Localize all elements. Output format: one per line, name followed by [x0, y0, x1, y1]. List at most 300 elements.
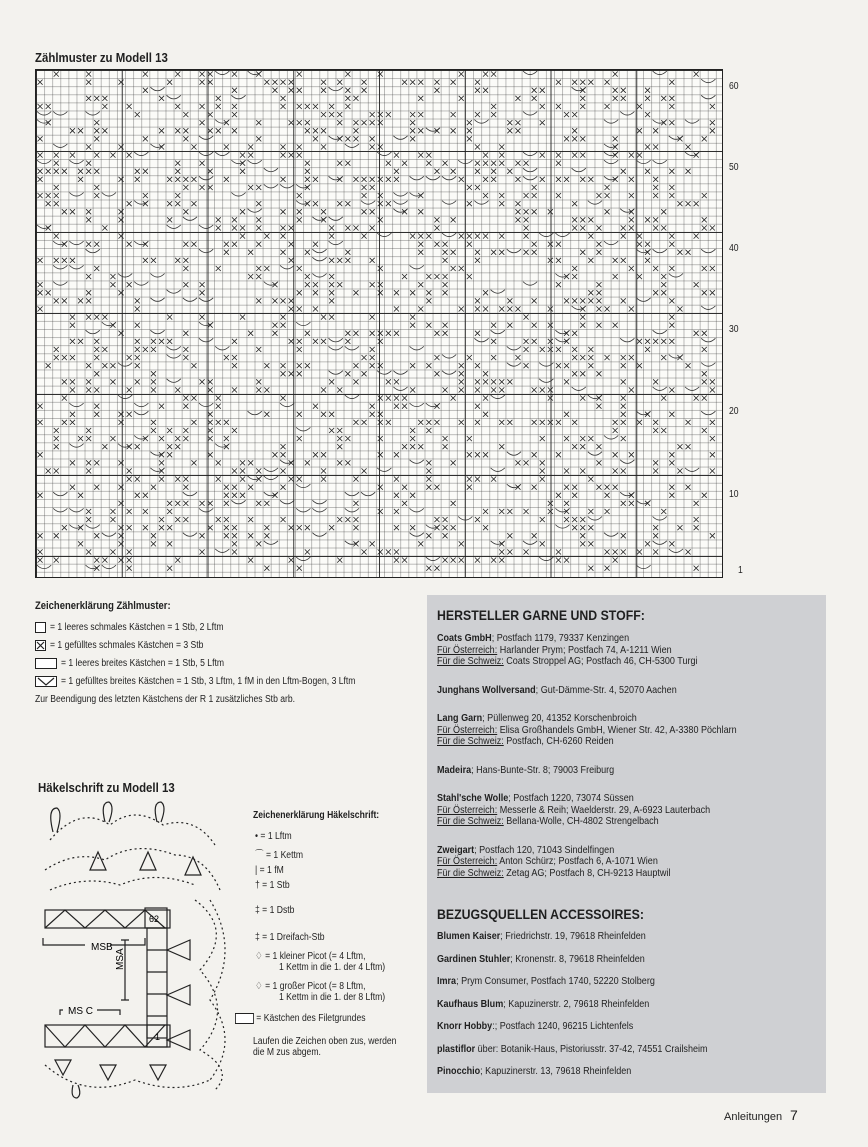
filled-cell-mark	[102, 225, 107, 230]
filled-cell-mark	[208, 169, 213, 174]
filled-cell-mark	[515, 217, 520, 222]
filled-cell-mark	[345, 339, 350, 344]
filled-cell-mark	[572, 493, 577, 498]
filled-cell-mark	[62, 258, 67, 263]
filled-cell-mark	[491, 104, 496, 109]
filled-cell-mark	[370, 225, 375, 230]
small-picot-icon: ♢	[255, 951, 263, 962]
filled-cell-mark	[507, 533, 512, 538]
wide-cell-mark	[53, 144, 67, 148]
wide-cell-mark	[491, 330, 505, 334]
wide-cell-mark	[312, 274, 326, 278]
filled-cell-mark	[183, 128, 188, 133]
filled-cell-mark	[362, 549, 367, 554]
filled-cell-mark	[669, 193, 674, 198]
filled-cell-mark	[191, 420, 196, 425]
filled-cell-mark	[443, 258, 448, 263]
filled-cell-mark	[232, 242, 237, 247]
filled-cell-mark	[451, 128, 456, 133]
filled-cell-mark	[459, 541, 464, 546]
filled-cell-mark	[337, 112, 342, 117]
filled-cell-mark	[224, 485, 229, 490]
filled-cell-mark	[232, 355, 237, 360]
wide-cell-mark	[555, 233, 569, 237]
filled-cell-mark	[119, 234, 124, 239]
filled-cell-mark	[362, 371, 367, 376]
filled-cell-mark	[78, 298, 83, 303]
filled-cell-mark	[596, 298, 601, 303]
filled-cell-mark	[475, 404, 480, 409]
filled-cell-mark	[110, 274, 115, 279]
filled-cell-mark	[54, 72, 59, 77]
filled-cell-mark	[629, 177, 634, 182]
filled-cell-mark	[86, 387, 91, 392]
filled-cell-mark	[410, 80, 415, 85]
wide-cell-mark	[393, 371, 407, 375]
wide-cell-mark	[539, 363, 553, 367]
filled-cell-mark	[216, 404, 221, 409]
filled-cell-mark	[540, 541, 545, 546]
filled-cell-mark	[78, 493, 83, 498]
filled-cell-mark	[483, 306, 488, 311]
filled-cell-mark	[337, 201, 342, 206]
wide-cell-mark	[37, 112, 51, 116]
filled-cell-mark	[175, 169, 180, 174]
filled-cell-mark	[353, 501, 358, 506]
wide-cell-mark	[442, 355, 456, 359]
filled-cell-mark	[645, 541, 650, 546]
filled-cell-mark	[78, 177, 83, 182]
filled-cell-mark	[183, 404, 188, 409]
filled-cell-mark	[645, 169, 650, 174]
filled-cell-mark	[86, 217, 91, 222]
single-crochet-icon: |	[255, 865, 258, 876]
filled-cell-mark	[702, 396, 707, 401]
filled-cell-mark	[507, 120, 512, 125]
filled-cell-mark	[353, 525, 358, 530]
filled-cell-mark	[710, 436, 715, 441]
filled-cell-mark	[127, 387, 132, 392]
filled-cell-mark	[216, 217, 221, 222]
filled-cell-mark	[370, 120, 375, 125]
filled-cell-mark	[710, 225, 715, 230]
filled-cell-mark	[62, 420, 67, 425]
filled-cell-mark	[491, 339, 496, 344]
filled-cell-mark	[443, 558, 448, 563]
filled-cell-mark	[653, 460, 658, 465]
filled-cell-mark	[143, 347, 148, 352]
filled-cell-mark	[491, 387, 496, 392]
filled-cell-mark	[499, 379, 504, 384]
filled-cell-mark	[46, 290, 51, 295]
filled-cell-mark	[70, 420, 75, 425]
filled-cell-mark	[410, 428, 415, 433]
filled-cell-mark	[232, 525, 237, 530]
filled-cell-mark	[264, 387, 269, 392]
wide-cell-mark	[345, 492, 359, 496]
filled-cell-mark	[119, 485, 124, 490]
filled-cell-mark	[281, 234, 286, 239]
filled-cell-mark	[94, 404, 99, 409]
filled-cell-mark	[653, 177, 658, 182]
filled-cell-mark	[426, 363, 431, 368]
filled-cell-mark	[38, 290, 43, 295]
filled-cell-mark	[483, 290, 488, 295]
filled-cell-mark	[208, 420, 213, 425]
filled-cell-mark	[86, 315, 91, 320]
filled-cell-mark	[208, 436, 213, 441]
filled-cell-mark	[86, 509, 91, 514]
filled-cell-mark	[621, 420, 626, 425]
filled-cell-mark	[653, 185, 658, 190]
filled-cell-mark	[370, 136, 375, 141]
filled-cell-mark	[200, 549, 205, 554]
filled-cell-mark	[410, 136, 415, 141]
filled-cell-mark	[499, 250, 504, 255]
supplier-panel	[427, 595, 826, 1093]
filled-cell-mark	[475, 420, 480, 425]
wide-cell-mark	[231, 500, 245, 504]
filled-cell-mark	[596, 323, 601, 328]
wide-cell-mark	[653, 387, 667, 391]
filled-cell-mark	[524, 460, 529, 465]
filled-cell-mark	[232, 363, 237, 368]
filled-cell-mark	[200, 379, 205, 384]
filled-cell-mark	[443, 444, 448, 449]
wide-cell-mark	[167, 95, 181, 99]
filled-cell-mark	[305, 169, 310, 174]
filled-cell-mark	[572, 485, 577, 490]
wide-cell-mark	[701, 363, 715, 367]
filled-cell-mark	[86, 436, 91, 441]
filled-cell-mark	[175, 387, 180, 392]
filled-cell-mark	[507, 298, 512, 303]
filled-cell-mark	[588, 477, 593, 482]
filled-cell-mark	[62, 379, 67, 384]
filled-cell-mark	[434, 225, 439, 230]
filled-cell-mark	[248, 533, 253, 538]
filled-cell-mark	[378, 193, 383, 198]
filled-cell-mark	[572, 525, 577, 530]
wide-cell-mark	[345, 395, 359, 399]
filled-cell-mark	[572, 347, 577, 352]
filled-cell-mark	[694, 282, 699, 287]
filled-cell-mark	[135, 323, 140, 328]
filled-cell-mark	[499, 558, 504, 563]
filled-cell-mark	[596, 225, 601, 230]
filled-cell-mark	[564, 468, 569, 473]
filled-cell-mark	[621, 169, 626, 174]
filled-cell-mark	[451, 558, 456, 563]
filled-cell-mark	[507, 549, 512, 554]
filled-cell-mark	[386, 331, 391, 336]
filled-cell-mark	[321, 468, 326, 473]
filled-cell-mark	[62, 396, 67, 401]
wide-cell-mark	[604, 533, 618, 537]
filled-cell-mark	[540, 468, 545, 473]
filled-cell-mark	[345, 88, 350, 93]
filled-cell-mark	[702, 428, 707, 433]
wide-cell-mark	[86, 525, 100, 529]
filled-cell-mark	[653, 468, 658, 473]
filled-cell-mark	[38, 404, 43, 409]
filled-cell-mark	[232, 485, 237, 490]
filled-cell-mark	[54, 468, 59, 473]
filled-cell-mark	[661, 428, 666, 433]
filled-cell-mark	[702, 217, 707, 222]
yarn-supplier-entry: Lang Garn; Püllenweg 20, 41352 Korschenbroich Für Österreich: Elisa Großhandels GmbH, Wiener Str. 42, A-3380 Pöchlarn Für die Schweiz: Postfach, CH-6260 Reiden	[437, 712, 737, 747]
filled-cell-mark	[46, 201, 51, 206]
filled-cell-mark	[475, 258, 480, 263]
filled-cell-mark	[605, 509, 610, 514]
filled-cell-mark	[507, 128, 512, 133]
filled-cell-mark	[305, 104, 310, 109]
filled-cell-mark	[386, 161, 391, 166]
filled-cell-mark	[613, 323, 618, 328]
filled-cell-mark	[110, 509, 115, 514]
label-msa: MSA	[115, 948, 126, 970]
filled-cell-mark	[702, 290, 707, 295]
filled-cell-mark	[451, 460, 456, 465]
filled-cell-mark	[621, 379, 626, 384]
filled-cell-mark	[305, 274, 310, 279]
filled-cell-mark	[653, 549, 658, 554]
filled-cell-mark	[564, 558, 569, 563]
filled-cell-mark	[329, 525, 334, 530]
filled-cell-mark	[499, 144, 504, 149]
filled-cell-mark	[54, 185, 59, 190]
filled-cell-mark	[200, 501, 205, 506]
accessory-supplier-entry: Kaufhaus Blum; Kapuzinerstr. 2, 79618 Rheinfelden	[437, 997, 650, 1010]
filled-cell-mark	[418, 420, 423, 425]
filled-cell-mark	[572, 201, 577, 206]
filled-cell-mark	[305, 331, 310, 336]
filled-cell-mark	[151, 428, 156, 433]
wide-cell-mark	[507, 249, 521, 253]
filled-cell-mark	[362, 209, 367, 214]
wide-cell-mark	[410, 346, 424, 350]
filled-cell-mark	[451, 266, 456, 271]
filled-cell-mark	[232, 104, 237, 109]
filled-cell-mark	[313, 177, 318, 182]
filled-cell-mark	[175, 258, 180, 263]
filled-cell-mark	[127, 558, 132, 563]
filled-cell-mark	[548, 396, 553, 401]
filled-cell-mark	[224, 177, 229, 182]
wide-cell-mark	[523, 176, 537, 180]
filled-cell-mark	[305, 177, 310, 182]
filled-cell-mark	[297, 525, 302, 530]
filled-cell-mark	[548, 306, 553, 311]
wide-cell-mark	[150, 298, 164, 302]
filled-cell-mark	[329, 112, 334, 117]
filled-cell-mark	[216, 225, 221, 230]
filled-cell-mark	[321, 387, 326, 392]
filled-cell-mark	[605, 185, 610, 190]
filled-cell-mark	[54, 533, 59, 538]
filled-cell-mark	[70, 387, 75, 392]
filled-cell-mark	[256, 541, 261, 546]
filled-cell-mark	[426, 460, 431, 465]
filled-cell-mark	[418, 112, 423, 117]
filled-cell-mark	[588, 234, 593, 239]
filled-cell-mark	[491, 379, 496, 384]
accessory-supplier-entry: Imra; Prym Consumer, Postfach 1740, 52220 Stolberg	[437, 975, 655, 987]
filled-cell-mark	[410, 290, 415, 295]
filled-cell-mark	[127, 104, 132, 109]
filled-cell-mark	[264, 525, 269, 530]
filled-cell-mark	[119, 80, 124, 85]
filled-cell-mark	[637, 274, 642, 279]
filled-cell-mark	[572, 444, 577, 449]
filled-cell-mark	[588, 566, 593, 571]
wide-cell-mark	[507, 452, 521, 456]
filled-cell-mark	[54, 428, 59, 433]
filled-cell-mark	[613, 72, 618, 77]
filled-cell-mark	[167, 501, 172, 506]
filled-cell-mark	[224, 525, 229, 530]
filled-cell-mark	[183, 428, 188, 433]
filled-cell-mark	[613, 549, 618, 554]
filled-cell-mark	[596, 250, 601, 255]
wide-cell-mark	[183, 533, 197, 537]
filled-cell-mark	[151, 371, 156, 376]
filled-cell-mark	[645, 217, 650, 222]
filled-cell-mark	[434, 566, 439, 571]
filled-cell-mark	[297, 347, 302, 352]
filled-cell-mark	[621, 396, 626, 401]
filled-cell-mark	[175, 161, 180, 166]
filled-cell-mark	[143, 72, 148, 77]
filled-cell-mark	[613, 485, 618, 490]
filled-cell-mark	[605, 493, 610, 498]
filled-cell-mark	[272, 452, 277, 457]
wide-cell-mark	[248, 411, 262, 415]
filled-cell-mark	[580, 217, 585, 222]
filled-cell-mark	[702, 266, 707, 271]
filled-cell-mark	[467, 242, 472, 247]
filled-cell-mark	[70, 485, 75, 490]
filled-cell-mark	[240, 460, 245, 465]
filled-cell-mark	[38, 306, 43, 311]
filled-cell-mark	[200, 282, 205, 287]
filled-cell-mark	[499, 549, 504, 554]
filled-cell-mark	[621, 501, 626, 506]
filled-cell-mark	[459, 371, 464, 376]
filled-cell-mark	[167, 80, 172, 85]
wide-cell-mark	[296, 427, 310, 431]
filled-cell-mark	[119, 541, 124, 546]
filled-cell-mark	[264, 80, 269, 85]
label-62: 62	[149, 914, 160, 924]
filled-cell-mark	[70, 379, 75, 384]
wide-cell-mark	[296, 322, 310, 326]
filled-cell-mark	[596, 485, 601, 490]
filled-cell-mark	[524, 549, 529, 554]
filled-cell-mark	[572, 112, 577, 117]
filled-cell-mark	[499, 234, 504, 239]
wide-cell-mark	[345, 508, 359, 512]
filled-cell-mark	[467, 120, 472, 125]
filled-cell-mark	[548, 509, 553, 514]
filled-cell-mark	[580, 468, 585, 473]
wide-cell-mark	[215, 346, 229, 350]
filled-cell-mark	[629, 266, 634, 271]
filled-cell-mark	[629, 501, 634, 506]
wide-cell-mark	[69, 265, 83, 269]
filled-cell-mark	[167, 541, 172, 546]
filled-cell-mark	[289, 80, 294, 85]
filled-cell-mark	[410, 120, 415, 125]
filled-cell-mark	[483, 509, 488, 514]
filled-cell-mark	[167, 452, 172, 457]
filled-cell-mark	[645, 96, 650, 101]
wide-cell-mark	[393, 201, 407, 205]
filled-cell-mark	[337, 558, 342, 563]
filled-cell-mark	[353, 477, 358, 482]
filled-cell-mark	[710, 379, 715, 384]
filled-cell-mark	[402, 444, 407, 449]
wide-cell-mark	[620, 112, 634, 116]
filled-cell-mark	[370, 355, 375, 360]
filled-cell-mark	[475, 517, 480, 522]
filled-cell-mark	[175, 558, 180, 563]
filled-cell-mark	[119, 460, 124, 465]
wide-cell-mark	[199, 136, 213, 140]
filled-cell-mark	[297, 144, 302, 149]
filled-cell-mark	[38, 533, 43, 538]
filled-cell-mark	[613, 428, 618, 433]
filled-cell-mark	[159, 460, 164, 465]
filled-cell-mark	[669, 452, 674, 457]
filled-cell-mark	[191, 363, 196, 368]
filled-cell-mark	[281, 315, 286, 320]
filled-cell-mark	[661, 355, 666, 360]
filled-cell-mark	[151, 339, 156, 344]
filled-cell-mark	[710, 387, 715, 392]
filled-cell-mark	[256, 136, 261, 141]
filled-cell-mark	[475, 185, 480, 190]
filled-cell-mark	[94, 371, 99, 376]
wide-cell-mark	[86, 330, 100, 334]
filled-cell-mark	[621, 436, 626, 441]
double-crochet-icon: †	[255, 880, 260, 891]
filled-cell-mark	[240, 493, 245, 498]
wide-cell-mark	[653, 330, 667, 334]
section-title-accessories: BEZUGSQUELLEN ACCESSOIRES:	[437, 906, 644, 922]
filled-cell-mark	[289, 371, 294, 376]
filled-cell-mark	[402, 80, 407, 85]
wide-cell-mark	[312, 500, 326, 504]
filled-cell-mark	[94, 169, 99, 174]
filled-cell-mark	[378, 331, 383, 336]
filled-cell-mark	[669, 120, 674, 125]
wide-cell-mark	[458, 160, 472, 164]
filled-cell-mark	[669, 339, 674, 344]
wide-cell-mark	[620, 338, 634, 342]
filled-cell-mark	[183, 266, 188, 271]
filled-cell-mark	[677, 306, 682, 311]
filled-cell-mark	[102, 104, 107, 109]
filled-cell-mark	[94, 485, 99, 490]
filled-cell-mark	[467, 452, 472, 457]
filled-cell-mark	[629, 452, 634, 457]
filled-cell-mark	[499, 387, 504, 392]
filled-cell-mark	[370, 185, 375, 190]
filled-cell-mark	[281, 209, 286, 214]
filled-cell-mark	[345, 72, 350, 77]
filled-cell-mark	[556, 452, 561, 457]
